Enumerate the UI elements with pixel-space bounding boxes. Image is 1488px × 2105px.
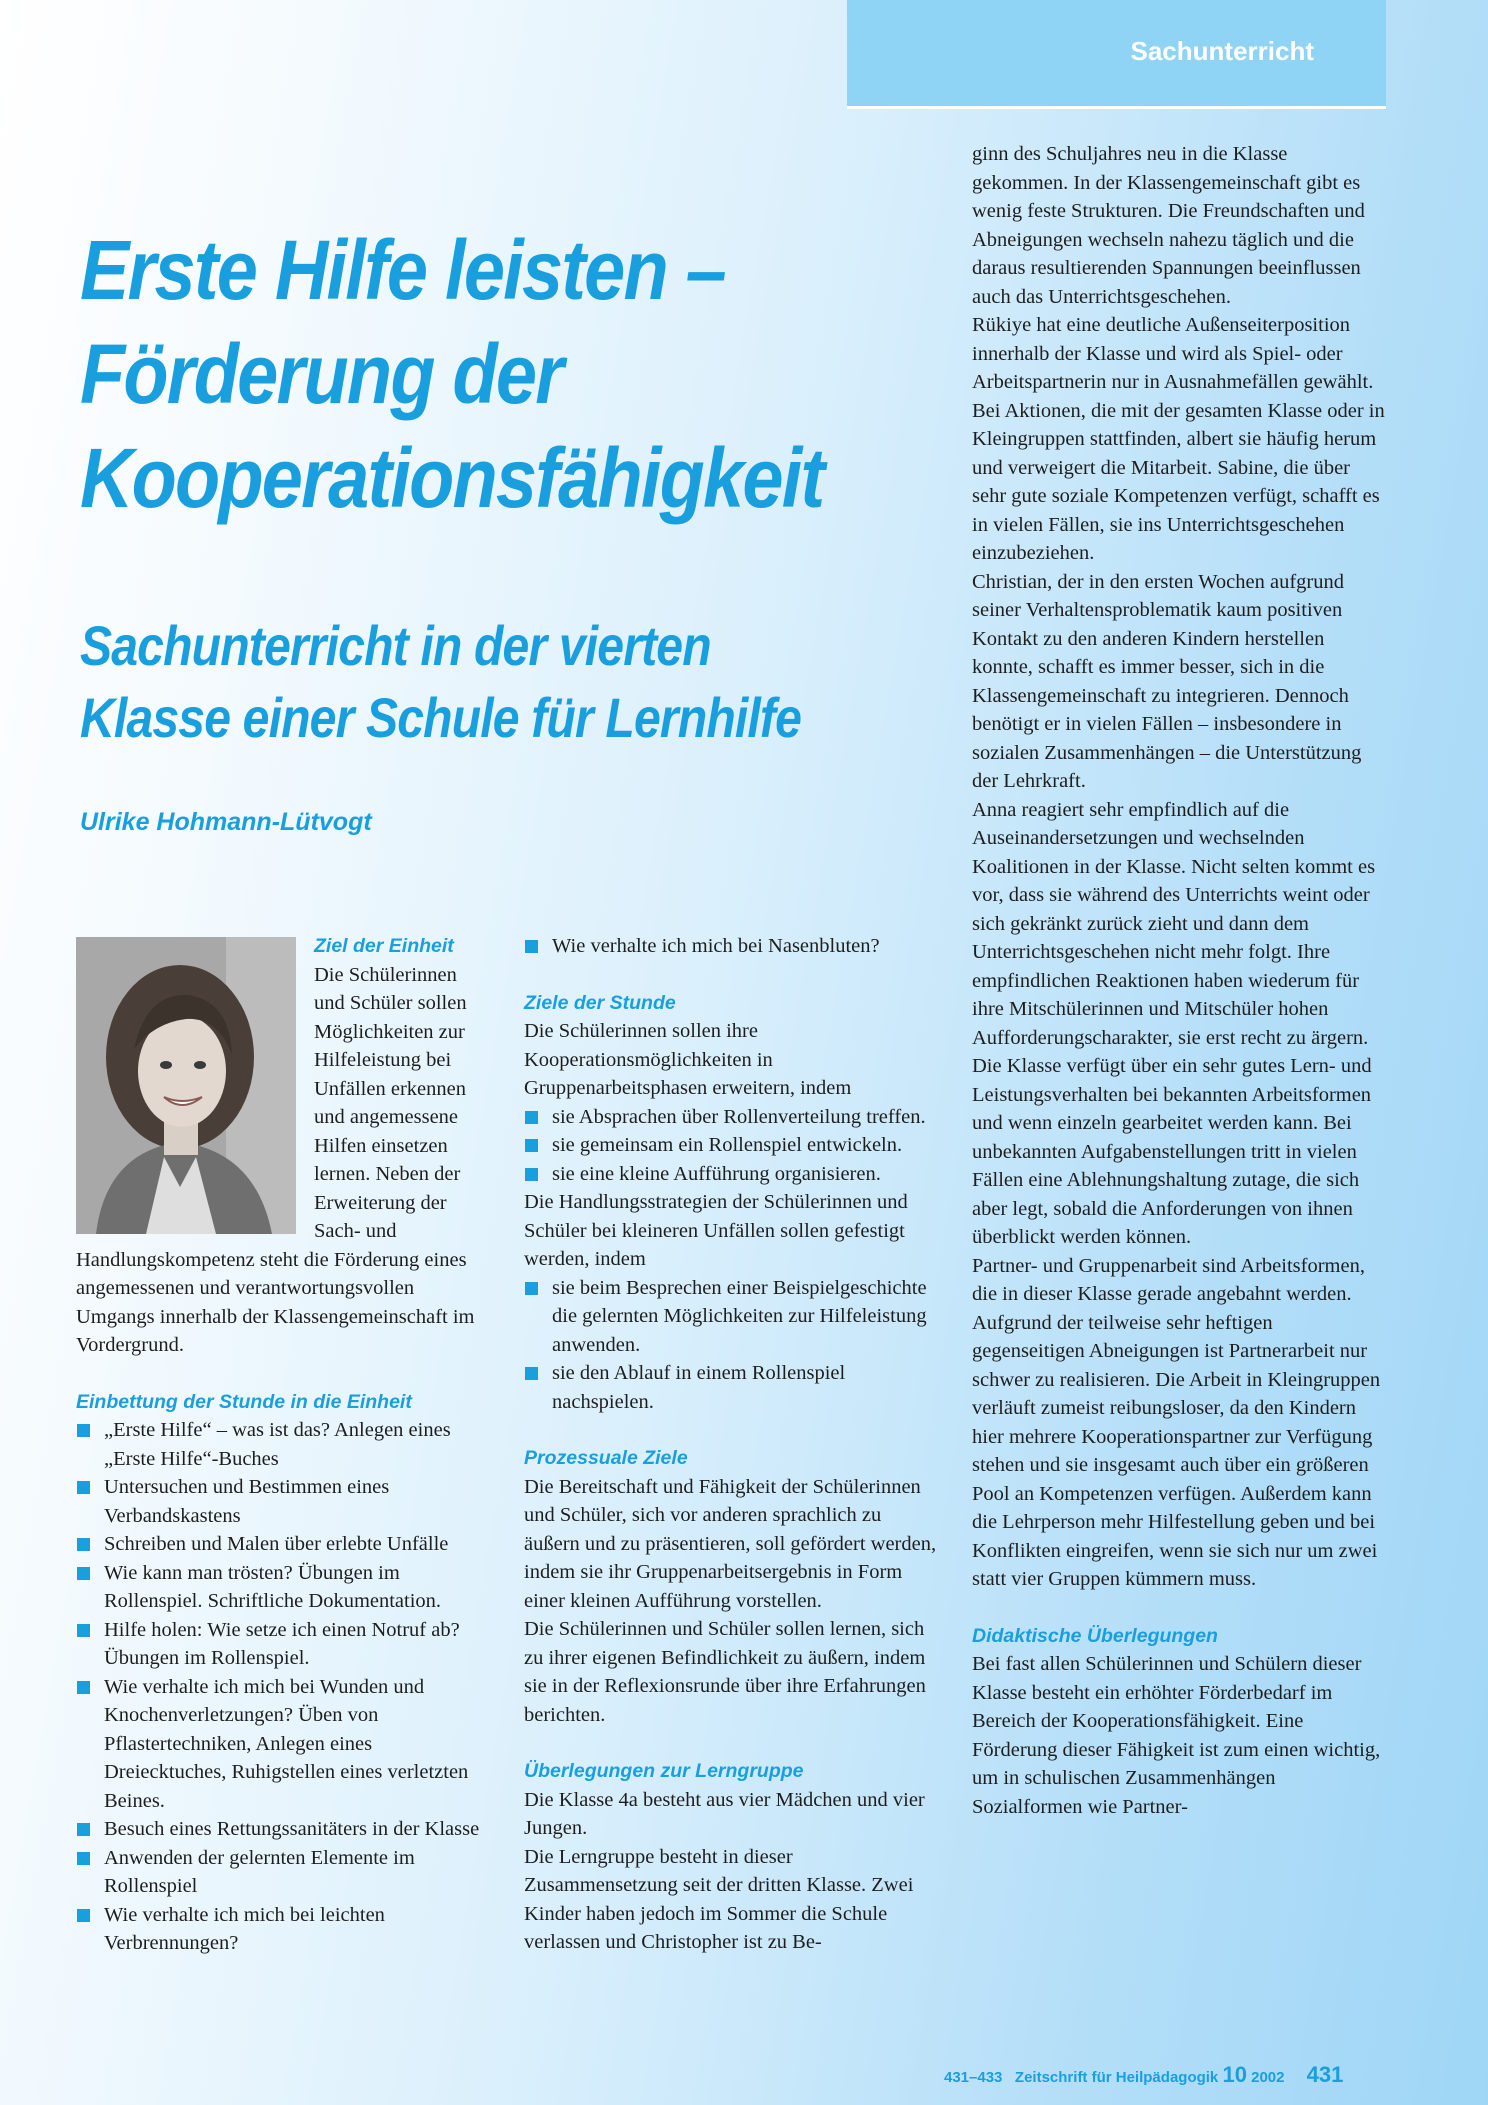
subtitle-line: Sachunterricht in der vierten (80, 614, 711, 677)
page-footer (944, 2062, 1343, 2088)
footer-year: 2002 (1251, 2069, 1285, 2086)
col3-paragraph-4: Anna reagiert sehr empfindlich auf die Auseinandersetzungen und wechselnden Koalitionen in der Klasse. Nicht selten kommt es vor, dass sie während des Unterrichts weint oder sich gekränkt zurück zieht und dann dem Unterrichtsgeschehen nicht mehr folgt. Ihre empfindlichen Reaktionen haben wiederum für ihre Mitschülerinnen und Mitschüler hohen Aufforderungscharakter, sie erst recht zu ärgern. (972, 798, 1376, 1049)
author-portrait-image (76, 937, 296, 1234)
list-item: Besuch eines Rettungssanitäters in der Klasse (76, 1815, 481, 1844)
didaktik-paragraph-1: Bei fast allen Schülerinnen und Schülern dieser Klasse besteht ein erhöhter Förderbedarf im Bereich der Kooperationsfähigkeit. Eine Förderung dieser Fähigkeit ist zum einen wichtig, um in schulischen Zusammenhängen Sozialformen wie Partner- (972, 1653, 1381, 1818)
list-item: „Erste Hilfe“ – was ist das? Anlegen eines „Erste Hilfe“-Buches (76, 1416, 481, 1473)
list-item: Wie kann man trösten? Übungen im Rollenspiel. Schriftliche Dokumentation. (76, 1559, 481, 1616)
column-2 (524, 932, 939, 1957)
prozess-paragraph-2: Die Schülerinnen und Schüler sollen lernen, sich zu ihrer eigenen Befindlichkeit zu äußern, indem sie in der Reflexionsrunde über ihre Erfahrungen berichten. (524, 1618, 926, 1726)
col3-paragraph-1: ginn des Schuljahres neu in die Klasse gekommen. In der Klassengemeinschaft gibt es wenig feste Strukturen. Die Freundschaften und Abneigungen wechseln nahezu täglich und die daraus resultierenden Spannungen beeinflussen auch das Unterrichtsgeschehen. (972, 143, 1365, 308)
article-subtitle (80, 610, 906, 754)
heading-ziel-der-einheit: Ziel der Einheit (314, 935, 454, 957)
section-tab (847, 0, 1386, 109)
article-title (80, 218, 854, 530)
section-tab-label: Sachunterricht (1130, 36, 1314, 66)
heading-lerngruppe: Überlegungen zur Lerngruppe (524, 1760, 804, 1782)
title-line: Kooperationsfähigkeit (80, 431, 824, 525)
heading-einbettung: Einbettung der Stunde in die Einheit (76, 1390, 412, 1413)
col3-paragraph-2: Rükiye hat eine deutliche Außenseiterposition innerhalb der Klasse und wird als Spiel- oder Arbeitspartnerin nur in Ausnahmefällen gewählt. Bei Aktionen, die mit der gesamten Klasse oder in Kleingruppen stattfinden, albert sie häufig herum und verweigert die Mitarbeit. Sabine, die über sehr gute soziale Kompetenzen verfügt, schafft es in vielen Fällen, sie ins Unterrichtsgeschehen einzubeziehen. (972, 314, 1385, 564)
einbettung-list (76, 1416, 481, 1958)
author-name: Ulrike Hohmann-Lütvogt (80, 808, 372, 836)
author-photo (76, 937, 296, 1234)
ziele-intro: Die Schülerinnen sollen ihre Kooperationsmöglichkeiten in Gruppenarbeitsphasen erweitern, indem (524, 1020, 852, 1099)
list-item: Schreiben und Malen über erlebte Unfälle (76, 1530, 481, 1559)
col3-paragraph-3: Christian, der in den ersten Wochen aufgrund seiner Verhaltensproblematik kaum positiven Kontakt zu den anderen Kindern herstellen konnte, schafft es immer besser, sich in die Klassengemeinschaft zu integrieren. Dennoch benötigt er in vielen Fällen – insbesondere in sozialen Zusammenhängen – die Unterstützung der Lehrkraft. (972, 570, 1362, 792)
footer-journal: Zeitschrift für Heilpädagogik (1014, 2069, 1219, 2086)
list-item: Anwenden der gelernten Elemente im Rollenspiel (76, 1844, 481, 1901)
lern-paragraph-2: Die Lerngruppe besteht in dieser Zusammensetzung seit der dritten Klasse. Zwei Kinder haben jedoch im Sommer die Schule verlassen und Christopher ist zu Be- (524, 1845, 914, 1953)
list-item: sie beim Besprechen einer Beispielgeschichte die gelernten Möglichkeiten zur Hilfeleistung anwenden. (524, 1274, 939, 1360)
heading-prozessuale-ziele: Prozessuale Ziele (524, 1447, 688, 1469)
ziele-list-2 (524, 1274, 939, 1417)
ziele-list-1 (524, 1103, 939, 1189)
col3-paragraph-5: Die Klasse verfügt über ein sehr gutes Lern- und Leistungsverhalten bei bekannten Arbeitsformen und wenn einzeln gearbeitet werden kann. Bei unbekannten Aufgabenstellungen tritt in vielen Fällen eine Ablehnungshaltung zutage, die sich aber legt, sobald die Anforderungen von ihnen überblickt werden können. (972, 1055, 1372, 1248)
list-item: Hilfe holen: Wie setze ich einen Notruf ab? Übungen im Rollenspiel. (76, 1616, 481, 1673)
column-3 (972, 140, 1387, 1821)
subtitle-line: Klasse einer Schule für Lernhilfe (80, 686, 802, 749)
list-item: Wie verhalte ich mich bei Nasenbluten? (524, 932, 939, 961)
list-item: sie den Ablauf in einem Rollenspiel nachspielen. (524, 1359, 939, 1416)
col3-paragraph-6: Partner- und Gruppenarbeit sind Arbeitsformen, die in dieser Klasse gerade angebahnt werden. Aufgrund der teilweise sehr heftigen gegenseitigen Abneigungen ist Partnerarbeit nur schwer zu realisieren. Die Arbeit in Kleingruppen verläuft zumeist reibungsloser, da den Kindern hier mehrere Kooperationspartner zur Verfügung stehen und sie insgesamt auch über ein größeren Pool an Kompetenzen verfügen. Außerdem kann die Lehrperson mehr Hilfestellung geben und bei Konflikten eingreifen, wenn sie sich nur um zwei statt vier Gruppen kümmern muss. (972, 1254, 1381, 1590)
title-line: Erste Hilfe leisten – (80, 223, 726, 317)
einbettung-list-continued (524, 932, 939, 961)
list-item: sie gemeinsam ein Rollenspiel entwickeln. (524, 1131, 939, 1160)
footer-issue: 10 (1222, 2062, 1247, 2087)
list-item: sie eine kleine Aufführung organisieren. (524, 1160, 939, 1189)
title-line: Förderung der (80, 327, 563, 421)
page-number: 431 (1306, 2062, 1344, 2087)
footer-page-range: 431–433 (944, 2069, 1003, 2086)
list-item: Wie verhalte ich mich bei Wunden und Knochenverletzungen? Üben von Pflastertechniken, Anlegen eines Dreiecktuches, Ruhigstellen eines verletzten Beines. (76, 1673, 481, 1816)
ziele-mid: Die Handlungsstrategien der Schülerinnen und Schüler bei kleineren Unfällen sollen gefestigt werden, indem (524, 1191, 908, 1270)
prozess-paragraph-1: Die Bereitschaft und Fähigkeit der Schülerinnen und Schüler, sich vor anderen sprachlich zu äußern und zu präsentieren, soll gefördert werden, indem sie ihr Gruppenarbeitsergebnis in Form einer kleinen Aufführung vorstellen. (524, 1475, 937, 1612)
ziel-paragraph: Die Schülerinnen und Schüler sollen Möglichkeiten zur Hilfeleistung bei Unfällen erkennen und angemessene Hilfen einsetzen lernen. Neben der Erweiterung der Sach- und Handlungskompetenz steht die Förderung eines angemessenen und verantwortungsvollen Umgangs innerhalb der Klassengemeinschaft im Vordergrund. (76, 963, 475, 1356)
lern-paragraph-1: Die Klasse 4a besteht aus vier Mädchen und vier Jungen. (524, 1788, 925, 1839)
heading-ziele-der-stunde: Ziele der Stunde (524, 991, 676, 1014)
column-1 (76, 932, 481, 1958)
list-item: sie Absprachen über Rollenverteilung treffen. (524, 1103, 939, 1132)
list-item: Untersuchen und Bestimmen eines Verbandskastens (76, 1473, 481, 1530)
heading-didaktische-ueberlegungen: Didaktische Überlegungen (972, 1624, 1218, 1647)
list-item: Wie verhalte ich mich bei leichten Verbrennungen? (76, 1901, 481, 1958)
